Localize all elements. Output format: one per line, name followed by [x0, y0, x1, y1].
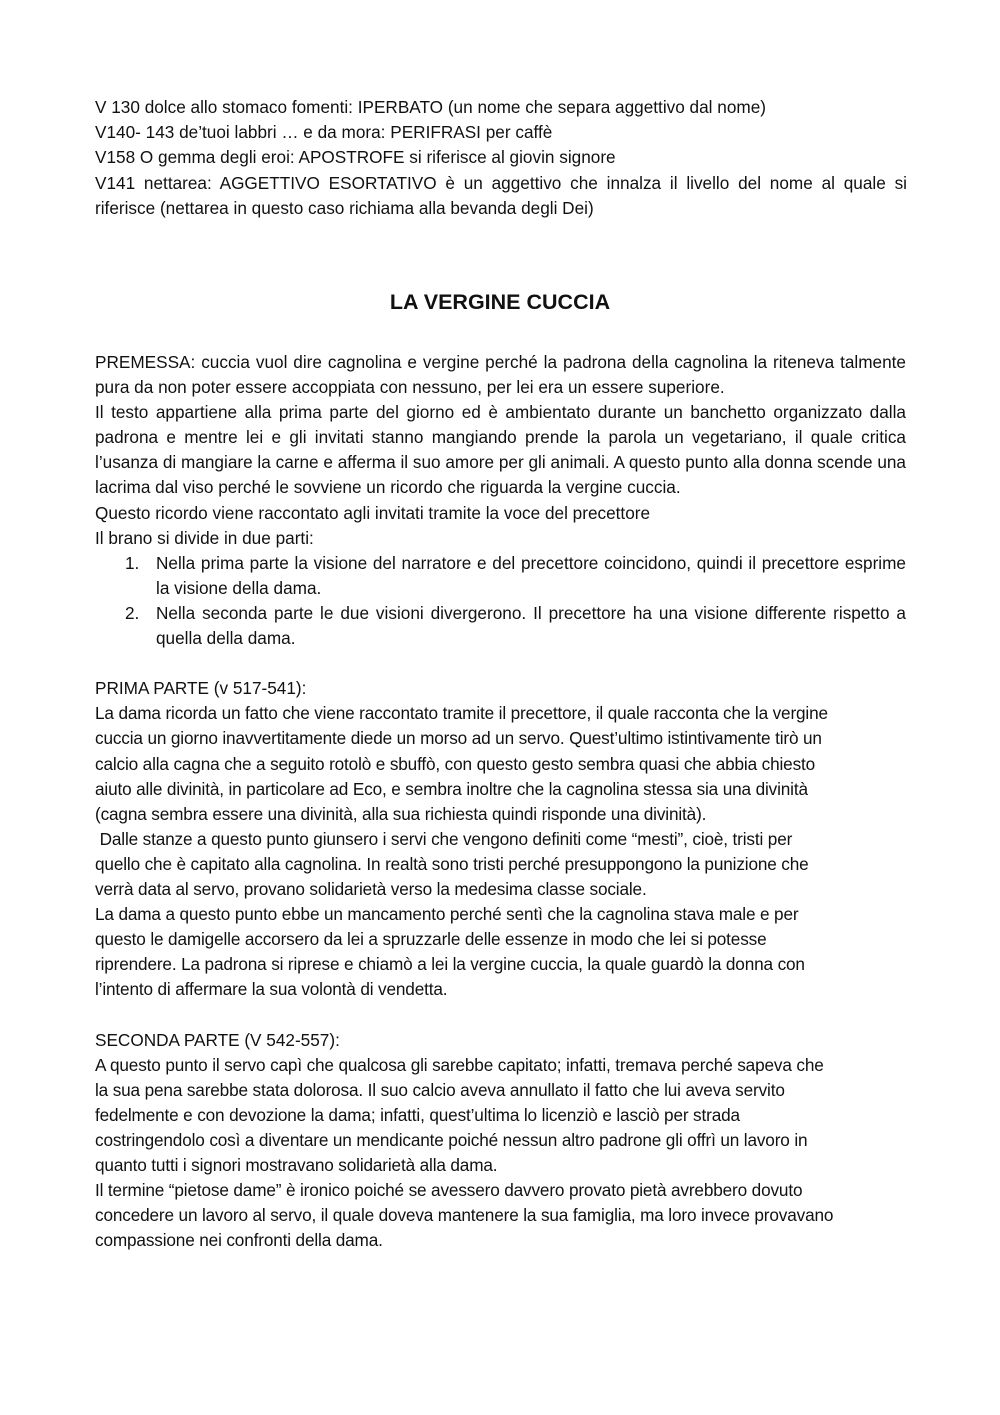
divide-line: Il brano si divide in due parti:: [95, 527, 314, 548]
text-line: la sua pena sarebbe stata dolorosa. Il suo calcio aveva annullato il fatto che lui aveva servito: [95, 1079, 785, 1100]
text-line: Il termine “pietose dame” è ironico poiché se avessero davvero provato pietà avrebbero dovuto: [95, 1180, 803, 1201]
note-line: V141 nettarea: AGGETTIVO ESORTATIVO è un aggettivo che innalza il livello del nome al quale si riferisce (nettarea in questo caso richiama alla bevanda degli Dei): [95, 172, 907, 218]
spacer: [95, 1002, 906, 1027]
list-item: [95, 601, 906, 651]
text-line: costringendolo così a diventare un mendicante poiché nessun altro padrone gli offrì un lavoro in: [95, 1129, 808, 1150]
note-line: V 130 dolce allo stomaco fomenti: IPERBATO (un nome che separa aggettivo dal nome): [95, 97, 766, 117]
text-line: quello che è capitato alla cagnolina. In realtà sono tristi perché presuppongono la punizione che: [95, 853, 809, 874]
intro-last-line: Questo ricordo viene raccontato agli invitati tramite la voce del precettore: [95, 502, 651, 523]
prima-section: [95, 701, 906, 1002]
text-line: Dalle stanze a questo punto giunsero i servi che vengono definiti come “mesti”, cioè, tristi per: [95, 828, 793, 849]
figure-notes: [95, 95, 907, 221]
text-line: l’intento di affermare la sua volontà di vendetta.: [95, 979, 448, 1000]
text-line: concedere un lavoro al servo, il quale doveva mantenere la sua famiglia, ma loro invece provavano: [95, 1205, 834, 1226]
section-heading: PRIMA PARTE (v 517-541):: [95, 678, 307, 699]
text-line: riprendere. La padrona si riprese e chiamò a lei la vergine cuccia, la quale guardò la donna con: [95, 954, 805, 975]
text-line: quanto tutti i signori mostravano solidarietà alla dama.: [95, 1155, 498, 1175]
spacer: [95, 651, 906, 676]
note-line: V158 O gemma degli eroi: APOSTROFE si riferisce al giovin signore: [95, 147, 616, 168]
seconda-section: [95, 1053, 906, 1254]
list-number: 1.: [125, 552, 140, 573]
text-line: questo le damigelle accorsero da lei a spruzzarle delle essenze in modo che lei si potesse: [95, 929, 767, 950]
text-line: verrà data al servo, provano solidarietà verso la medesima classe sociale.: [95, 878, 647, 899]
text-line: aiuto alle divinità, in particolare ad Eco, e sembra inoltre che la cagnolina stessa sia una divinità: [95, 778, 808, 799]
section-heading: SECONDA PARTE (V 542-557):: [95, 1029, 340, 1050]
note-line: V140- 143 de’tuoi labbri … e da mora: PERIFRASI per caffè: [95, 122, 553, 143]
text-line: calcio alla cagna che a seguito rotolò e sbuffò, con questo gesto sembra quasi che abbia chiesto: [95, 753, 816, 774]
parts-list: [95, 551, 906, 651]
document-body: [95, 350, 906, 1253]
list-item-text: Nella prima parte la visione del narratore e del precettore coincidono, quindi il precettore esprime la visione della dama.: [156, 552, 906, 598]
text-line: La dama a questo punto ebbe un mancamento perché sentì che la cagnolina stava male e per: [95, 904, 799, 925]
list-item-text: Nella seconda parte le due visioni divergerono. Il precettore ha una visione differente rispetto a quella della dama.: [156, 602, 906, 649]
text-line: La dama ricorda un fatto che viene raccontato tramite il precettore, il quale racconta che la vergine: [95, 703, 828, 724]
text-line: (cagna sembra essere una divinità, alla sua richiesta quindi risponde una divinità).: [95, 803, 707, 824]
text-line: fedelmente e con devozione la dama; infatti, quest’ultima lo licenziò e lasciò per strada: [95, 1104, 740, 1125]
list-item: [95, 551, 906, 601]
text-line: cuccia un giorno inavvertitamente diede un morso ad un servo. Quest’ultimo istintivamente tirò un: [95, 728, 822, 749]
page-title: LA VERGINE CUCCIA: [389, 290, 611, 314]
intro-paragraph: Il testo appartiene alla prima parte del giorno ed è ambientato durante un banchetto organizzato dalla padrona e mentre lei e gli invitati stanno mangiando prende la parola un vegetariano, il quale critica l’usanza di mangiare la carne e afferma il suo amore per gli animali. A questo punto alla donna scende una lacrima dal viso perché le sovviene un ricordo che riguarda la vergine cuccia.: [95, 402, 906, 498]
list-number: 2.: [125, 602, 140, 623]
text-line: compassione nei confronti della dama.: [95, 1230, 383, 1251]
text-line: A questo punto il servo capì che qualcosa gli sarebbe capitato; infatti, tremava perché sapeva che: [95, 1054, 824, 1075]
premessa-paragraph: PREMESSA: cuccia vuol dire cagnolina e vergine perché la padrona della cagnolina la riteneva talmente pura da non poter essere accoppiata con nessuno, per lei era un essere superiore.: [95, 352, 906, 398]
